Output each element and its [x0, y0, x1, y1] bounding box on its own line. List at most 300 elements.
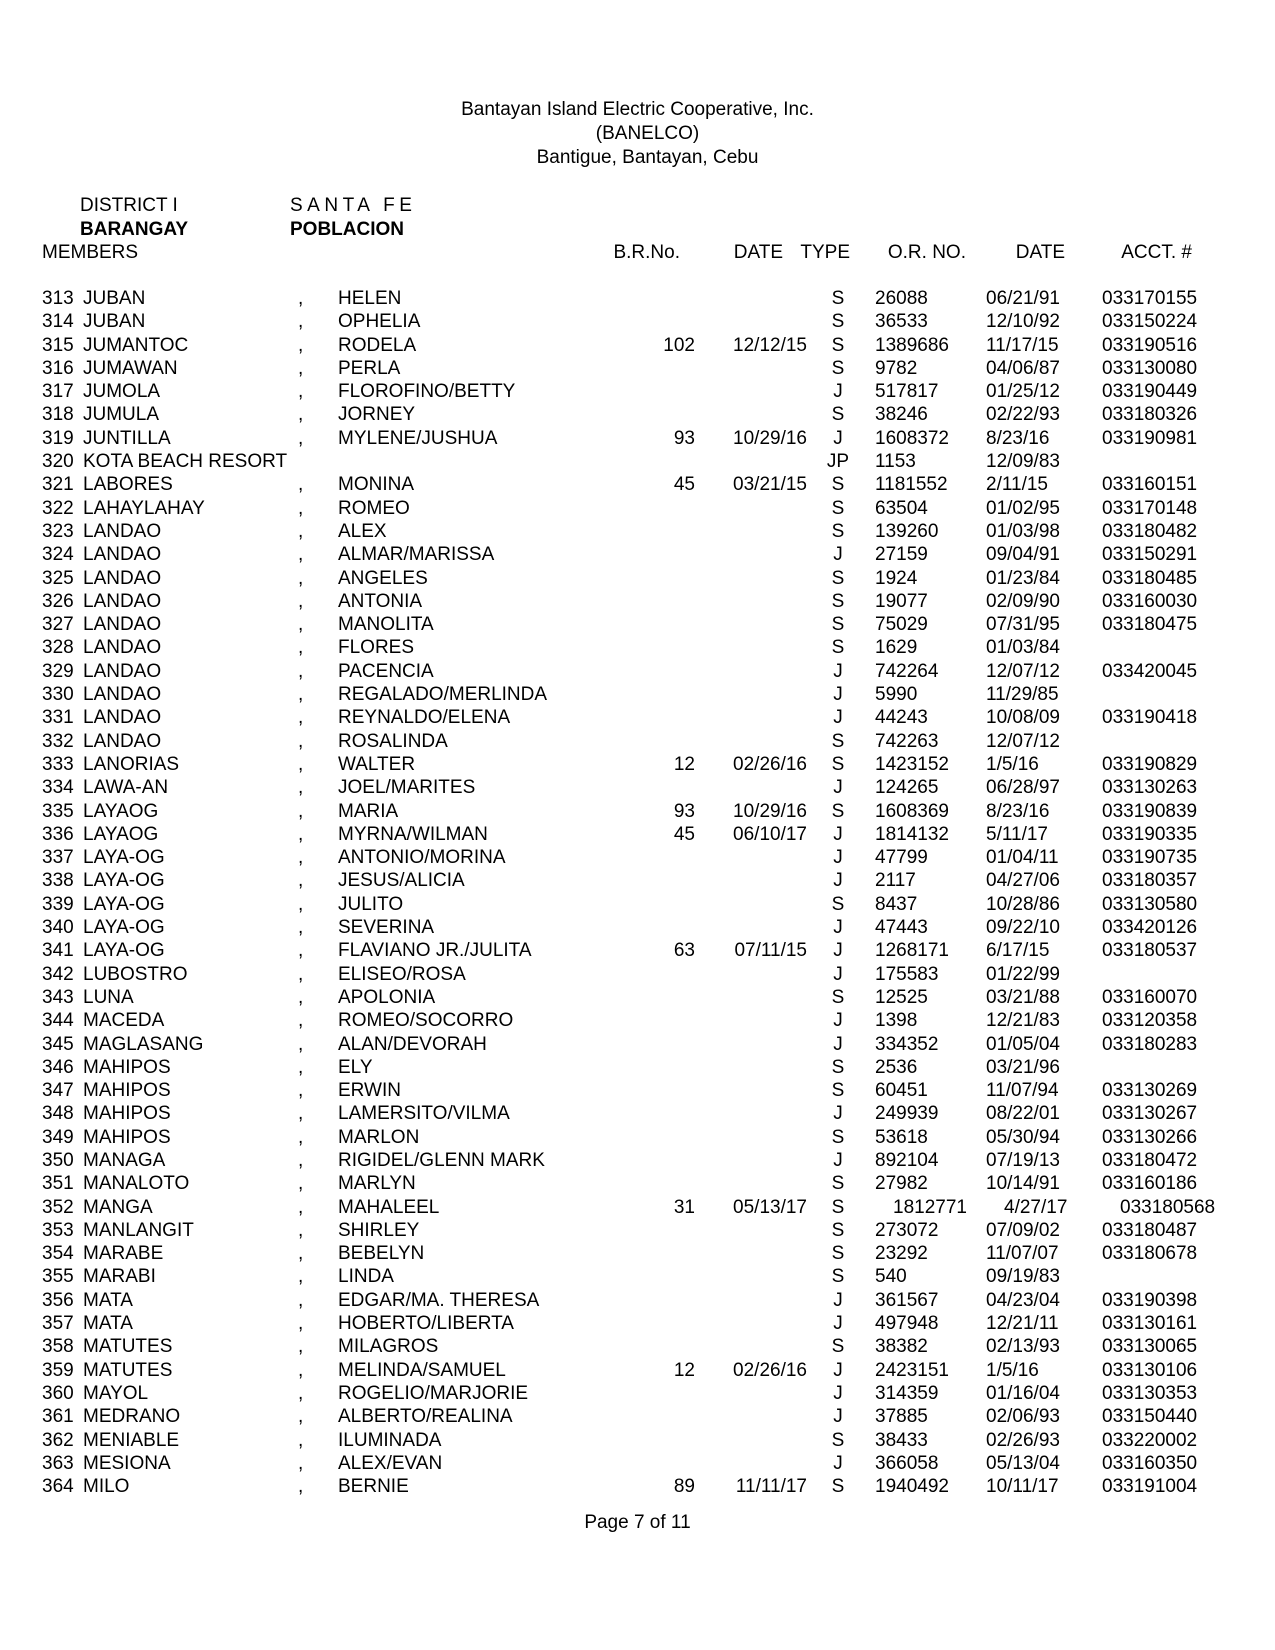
row-last-name: LANDAO	[83, 684, 162, 706]
row-separator: ,	[298, 707, 304, 729]
row-index: 327	[42, 614, 74, 636]
row-index: 354	[42, 1243, 74, 1265]
row-type: S	[831, 590, 845, 612]
row-or-no: 742264	[875, 660, 939, 682]
table-row	[40, 870, 1275, 893]
row-last-name: LANDAO	[83, 707, 162, 729]
row-first-name: ANTONIO/MORINA	[338, 847, 506, 869]
table-row	[40, 731, 1275, 754]
row-acct-no: 033190398	[1102, 1289, 1198, 1311]
row-or-date: 01/03/98	[986, 520, 1060, 542]
row-or-no: 366058	[875, 1452, 939, 1474]
table-row	[40, 1080, 1275, 1103]
row-separator: ,	[298, 1173, 304, 1195]
row-or-date: 12/21/83	[986, 1010, 1060, 1032]
row-first-name: MAHALEEL	[338, 1196, 440, 1218]
row-last-name: MAHIPOS	[83, 1126, 171, 1148]
row-acct-no: 033160070	[1102, 986, 1198, 1008]
row-or-date: 12/07/12	[986, 660, 1060, 682]
row-acct-no: 033130263	[1102, 777, 1198, 799]
table-row	[40, 428, 1275, 451]
row-or-date: 05/13/04	[986, 1452, 1060, 1474]
row-type: J	[833, 1406, 843, 1428]
row-or-date: 6/17/15	[986, 940, 1050, 962]
table-row	[40, 568, 1275, 591]
table-row	[40, 1034, 1275, 1057]
row-first-name: ELY	[338, 1056, 373, 1078]
row-index: 345	[42, 1033, 74, 1055]
row-or-date: 01/25/12	[986, 381, 1060, 403]
row-index: 348	[42, 1103, 74, 1125]
row-acct-no: 033180326	[1102, 404, 1198, 426]
row-index: 320	[42, 451, 74, 473]
row-first-name: JORNEY	[338, 404, 416, 426]
column-header-acct: ACCT. #	[1121, 242, 1192, 263]
row-first-name: BERNIE	[338, 1476, 409, 1498]
row-acct-no: 033170148	[1102, 497, 1198, 519]
row-first-name: ROSALINDA	[338, 730, 448, 752]
table-row	[40, 614, 1275, 637]
row-first-name: MELINDA/SAMUEL	[338, 1359, 506, 1381]
row-type: J	[833, 1452, 843, 1474]
row-or-date: 07/31/95	[986, 614, 1060, 636]
row-type: S	[831, 614, 845, 636]
row-or-no: 9782	[875, 357, 918, 379]
row-or-date: 01/05/04	[986, 1033, 1060, 1055]
row-last-name: JUMANTOC	[83, 334, 189, 356]
table-row	[40, 404, 1275, 427]
column-header-members: MEMBERS	[42, 242, 139, 263]
row-type: J	[833, 660, 843, 682]
row-index: 315	[42, 334, 74, 356]
row-or-date: 11/07/94	[986, 1080, 1059, 1102]
row-type: J	[833, 1033, 843, 1055]
row-index: 334	[42, 777, 74, 799]
row-last-name: MEDRANO	[83, 1406, 181, 1428]
row-last-name: LAYA-OG	[83, 847, 165, 869]
row-first-name: HOBERTO/LIBERTA	[338, 1313, 514, 1335]
row-first-name: APOLONIA	[338, 986, 436, 1008]
row-or-date: 09/22/10	[986, 917, 1060, 939]
row-acct-no: 033170155	[1102, 288, 1198, 309]
row-index: 317	[42, 381, 74, 403]
row-separator: ,	[298, 893, 304, 915]
row-acct-no: 033160350	[1102, 1452, 1198, 1474]
row-br-date: 02/26/16	[733, 1359, 807, 1381]
row-br-date: 03/21/15	[733, 474, 807, 496]
row-first-name: MILAGROS	[338, 1336, 439, 1358]
row-or-no: 1814132	[875, 823, 949, 845]
row-type: S	[831, 753, 845, 775]
row-type: J	[833, 544, 843, 566]
row-type: S	[831, 334, 845, 356]
row-acct-no: 033130065	[1102, 1336, 1198, 1358]
row-type: S	[831, 730, 845, 752]
row-acct-no: 033120358	[1102, 1010, 1198, 1032]
row-last-name: LANORIAS	[83, 753, 180, 775]
row-acct-no: 033130353	[1102, 1382, 1198, 1404]
row-index: 337	[42, 847, 74, 869]
row-index: 333	[42, 753, 74, 775]
row-type: J	[833, 1010, 843, 1032]
row-separator: ,	[298, 1476, 304, 1498]
row-first-name: LAMERSITO/VILMA	[338, 1103, 510, 1125]
row-first-name: ILUMINADA	[338, 1429, 442, 1451]
row-type: J	[833, 381, 843, 403]
row-last-name: JUMULA	[83, 404, 160, 426]
column-header-type: TYPE	[800, 242, 850, 263]
row-br-no: 93	[673, 800, 695, 822]
table-row	[40, 1336, 1275, 1359]
row-separator: ,	[298, 777, 304, 799]
row-first-name: REGALADO/MERLINDA	[338, 684, 548, 706]
row-first-name: REYNALDO/ELENA	[338, 707, 511, 729]
table-row	[40, 1010, 1275, 1033]
row-last-name: MATA	[83, 1313, 133, 1335]
row-or-no: 1153	[875, 451, 916, 473]
row-separator: ,	[298, 334, 304, 356]
row-first-name: SHIRLEY	[338, 1219, 420, 1241]
row-type: S	[831, 1429, 845, 1451]
table-row	[40, 288, 1275, 311]
row-index: 359	[42, 1359, 74, 1381]
row-separator: ,	[298, 497, 304, 519]
row-separator: ,	[298, 684, 304, 706]
row-or-date: 2/11/15	[986, 474, 1048, 496]
row-separator: ,	[298, 1126, 304, 1148]
row-or-date: 11/17/15	[986, 334, 1059, 356]
table-row	[40, 987, 1275, 1010]
row-type: S	[831, 800, 845, 822]
row-or-date: 01/02/95	[986, 497, 1060, 519]
table-row	[40, 1476, 1275, 1499]
row-last-name: JUBAN	[83, 288, 146, 309]
row-or-date: 10/14/91	[986, 1173, 1060, 1195]
row-type: S	[831, 497, 845, 519]
table-row	[40, 707, 1275, 730]
row-or-no: 63504	[875, 497, 928, 519]
row-acct-no: 033420045	[1102, 660, 1198, 682]
table-row	[40, 754, 1275, 777]
row-last-name: LUBOSTRO	[83, 963, 188, 985]
row-first-name: ANGELES	[338, 567, 428, 589]
row-or-no: 19077	[875, 590, 928, 612]
table-row	[40, 1197, 1275, 1220]
row-last-name: LANDAO	[83, 660, 162, 682]
row-first-name: ALAN/DEVORAH	[338, 1033, 487, 1055]
row-br-date: 06/10/17	[733, 823, 807, 845]
table-row	[40, 1406, 1275, 1429]
row-br-date: 02/26/16	[733, 753, 807, 775]
row-separator: ,	[298, 567, 304, 589]
row-last-name: LAYAOG	[83, 823, 159, 845]
row-type: S	[831, 1266, 845, 1288]
row-or-date: 12/10/92	[986, 311, 1060, 333]
row-or-no: 60451	[875, 1080, 928, 1102]
row-last-name: MANGA	[83, 1196, 153, 1218]
row-type: J	[833, 777, 843, 799]
row-or-no: 27159	[875, 544, 928, 566]
row-acct-no: 033160030	[1102, 590, 1198, 612]
row-or-no: 26088	[875, 288, 928, 309]
row-acct-no: 033190839	[1102, 800, 1198, 822]
row-last-name: JUBAN	[83, 311, 146, 333]
row-or-no: 1423152	[875, 753, 949, 775]
row-or-no: 8437	[875, 893, 918, 915]
table-row	[40, 1383, 1275, 1406]
table-row	[40, 661, 1275, 684]
table-row	[40, 824, 1275, 847]
row-separator: ,	[298, 357, 304, 379]
row-type: J	[833, 917, 843, 939]
row-acct-no: 033180475	[1102, 614, 1198, 636]
row-separator: ,	[298, 637, 304, 659]
row-index: 349	[42, 1126, 74, 1148]
row-last-name: MACEDA	[83, 1010, 165, 1032]
row-or-no: 175583	[875, 963, 939, 985]
row-type: J	[833, 870, 843, 892]
row-index: 323	[42, 520, 74, 542]
barangay-value: POBLACION	[290, 219, 404, 240]
row-acct-no: 033190735	[1102, 847, 1198, 869]
row-separator: ,	[298, 520, 304, 542]
row-separator: ,	[298, 1289, 304, 1311]
row-type: S	[831, 1056, 845, 1078]
row-last-name: LANDAO	[83, 520, 162, 542]
row-acct-no: 033190829	[1102, 753, 1198, 775]
row-separator: ,	[298, 847, 304, 869]
district-barangay-block	[0, 194, 1275, 242]
row-or-no: 27982	[875, 1173, 928, 1195]
row-last-name: LANDAO	[83, 637, 162, 659]
table-row	[40, 637, 1275, 660]
table-row	[40, 381, 1275, 404]
row-or-date: 12/09/83	[986, 451, 1060, 473]
row-or-date: 4/27/17	[1004, 1196, 1068, 1218]
row-separator: ,	[298, 427, 304, 449]
row-type: J	[833, 1359, 843, 1381]
row-or-no: 1181552	[875, 474, 948, 496]
row-separator: ,	[298, 474, 304, 496]
row-separator: ,	[298, 288, 304, 309]
row-br-date: 12/12/15	[733, 334, 807, 356]
row-or-no: 517817	[875, 381, 939, 403]
row-or-date: 03/21/88	[986, 986, 1060, 1008]
row-first-name: JULITO	[338, 893, 404, 915]
row-separator: ,	[298, 1196, 304, 1218]
row-separator: ,	[298, 1452, 304, 1474]
row-index: 357	[42, 1313, 74, 1335]
row-or-date: 01/22/99	[986, 963, 1060, 985]
row-br-no: 102	[663, 334, 695, 356]
row-index: 319	[42, 427, 74, 449]
row-or-no: 1812771	[893, 1196, 967, 1218]
row-acct-no: 033180568	[1120, 1196, 1216, 1218]
row-separator: ,	[298, 1406, 304, 1428]
row-first-name: ERWIN	[338, 1080, 401, 1102]
row-type: J	[833, 1289, 843, 1311]
row-first-name: ROGELIO/MARJORIE	[338, 1382, 529, 1404]
row-index: 339	[42, 893, 74, 915]
row-type: S	[831, 1080, 845, 1102]
row-type: J	[833, 1149, 843, 1171]
row-acct-no: 033180678	[1102, 1243, 1198, 1265]
row-index: 352	[42, 1196, 74, 1218]
row-last-name: LAHAYLAHAY	[83, 497, 205, 519]
row-acct-no: 033190516	[1102, 334, 1198, 356]
row-separator: ,	[298, 404, 304, 426]
row-or-date: 06/28/97	[986, 777, 1060, 799]
row-index: 342	[42, 963, 74, 985]
table-row	[40, 1290, 1275, 1313]
row-acct-no: 033190418	[1102, 707, 1198, 729]
row-acct-no: 033150440	[1102, 1406, 1198, 1428]
row-or-no: 497948	[875, 1313, 939, 1335]
row-last-name: MENIABLE	[83, 1429, 180, 1451]
row-type: J	[833, 940, 843, 962]
row-first-name: RODELA	[338, 334, 417, 356]
row-or-date: 11/29/85	[986, 684, 1059, 706]
row-acct-no: 033190981	[1102, 427, 1198, 449]
row-first-name: RIGIDEL/GLENN MARK	[338, 1149, 545, 1171]
row-or-date: 09/04/91	[986, 544, 1060, 566]
row-index: 331	[42, 707, 74, 729]
row-or-no: 1398	[875, 1010, 918, 1032]
row-acct-no: 033180537	[1102, 940, 1198, 962]
row-separator: ,	[298, 753, 304, 775]
row-or-no: 1629	[875, 637, 918, 659]
row-type: JP	[826, 451, 850, 473]
row-acct-no: 033180485	[1102, 567, 1198, 589]
row-acct-no: 033130580	[1102, 893, 1198, 915]
row-type: S	[831, 1336, 845, 1358]
barangay-row	[80, 218, 1275, 242]
table-row	[40, 544, 1275, 567]
row-index: 324	[42, 544, 74, 566]
row-br-no: 89	[673, 1476, 695, 1498]
table-row	[40, 1220, 1275, 1243]
column-header-brdate: DATE	[733, 242, 783, 263]
row-acct-no: 033150224	[1102, 311, 1198, 333]
table-row	[40, 591, 1275, 614]
row-or-no: 1940492	[875, 1476, 949, 1498]
row-acct-no: 033160151	[1102, 474, 1198, 496]
row-first-name: BEBELYN	[338, 1243, 425, 1265]
row-first-name: ELISEO/ROSA	[338, 963, 466, 985]
row-separator: ,	[298, 823, 304, 845]
row-or-date: 03/21/96	[986, 1056, 1060, 1078]
row-or-date: 02/26/93	[986, 1429, 1060, 1451]
row-or-date: 02/13/93	[986, 1336, 1060, 1358]
row-or-no: 2536	[875, 1056, 918, 1078]
row-type: S	[831, 567, 845, 589]
row-type: S	[831, 986, 845, 1008]
row-first-name: EDGAR/MA. THERESA	[338, 1289, 540, 1311]
row-last-name: MAHIPOS	[83, 1080, 171, 1102]
row-first-name: MARIA	[338, 800, 399, 822]
row-index: 340	[42, 917, 74, 939]
row-index: 361	[42, 1406, 74, 1428]
row-or-date: 02/22/93	[986, 404, 1060, 426]
row-or-date: 1/5/16	[986, 753, 1039, 775]
row-or-no: 1268171	[875, 940, 949, 962]
row-separator: ,	[298, 1359, 304, 1381]
table-row	[40, 1127, 1275, 1150]
company-address: Bantigue, Bantayan, Cebu	[536, 147, 759, 168]
row-br-no: 31	[673, 1196, 695, 1218]
row-or-date: 04/23/04	[986, 1289, 1060, 1311]
row-type: J	[833, 684, 843, 706]
row-last-name: LAWA-AN	[83, 777, 169, 799]
row-acct-no: 033420126	[1102, 917, 1198, 939]
row-or-no: 53618	[875, 1126, 928, 1148]
row-or-date: 8/23/16	[986, 800, 1050, 822]
row-separator: ,	[298, 1103, 304, 1125]
row-or-no: 540	[875, 1266, 907, 1288]
row-type: S	[831, 1243, 845, 1265]
row-first-name: ROMEO	[338, 497, 410, 519]
table-row	[40, 521, 1275, 544]
row-or-date: 11/07/07	[986, 1243, 1059, 1265]
row-type: S	[831, 1476, 845, 1498]
company-acronym: (BANELCO)	[595, 123, 700, 144]
row-index: 321	[42, 474, 74, 496]
row-separator: ,	[298, 1336, 304, 1358]
row-or-date: 10/08/09	[986, 707, 1060, 729]
row-type: S	[831, 637, 845, 659]
row-last-name: MATUTES	[83, 1336, 173, 1358]
row-index: 364	[42, 1476, 74, 1498]
row-or-no: 1608369	[875, 800, 949, 822]
row-or-date: 02/09/90	[986, 590, 1060, 612]
row-first-name: HELEN	[338, 288, 402, 309]
row-or-no: 47799	[875, 847, 928, 869]
row-acct-no: 033130080	[1102, 357, 1198, 379]
row-last-name: LANDAO	[83, 544, 162, 566]
row-acct-no: 033130266	[1102, 1126, 1198, 1148]
row-separator: ,	[298, 544, 304, 566]
row-separator: ,	[298, 1056, 304, 1078]
table-row	[40, 1313, 1275, 1336]
row-or-no: 249939	[875, 1103, 939, 1125]
row-last-name: LANDAO	[83, 614, 162, 636]
row-or-date: 12/07/12	[986, 730, 1060, 752]
row-acct-no: 033130269	[1102, 1080, 1198, 1102]
row-index: 328	[42, 637, 74, 659]
table-row	[40, 311, 1275, 334]
table-row	[40, 940, 1275, 963]
row-or-no: 124265	[875, 777, 939, 799]
row-last-name: MARABI	[83, 1266, 156, 1288]
row-first-name: MYLENE/JUSHUA	[338, 427, 498, 449]
row-or-no: 1608372	[875, 427, 949, 449]
row-index: 330	[42, 684, 74, 706]
row-or-date: 1/5/16	[986, 1359, 1039, 1381]
page-footer: Page 7 of 11	[584, 1512, 691, 1533]
row-acct-no: 033130161	[1102, 1313, 1198, 1335]
row-or-date: 07/09/02	[986, 1219, 1060, 1241]
barangay-label: BARANGAY	[80, 219, 189, 240]
row-last-name: LAYA-OG	[83, 893, 165, 915]
row-acct-no: 033150291	[1102, 544, 1198, 566]
row-or-date: 06/21/91	[986, 288, 1060, 309]
table-row	[40, 964, 1275, 987]
row-or-no: 5990	[875, 684, 918, 706]
row-last-name: MARABE	[83, 1243, 164, 1265]
table-row	[40, 1430, 1275, 1453]
row-acct-no: 033191004	[1102, 1476, 1198, 1498]
table-row	[40, 1360, 1275, 1383]
